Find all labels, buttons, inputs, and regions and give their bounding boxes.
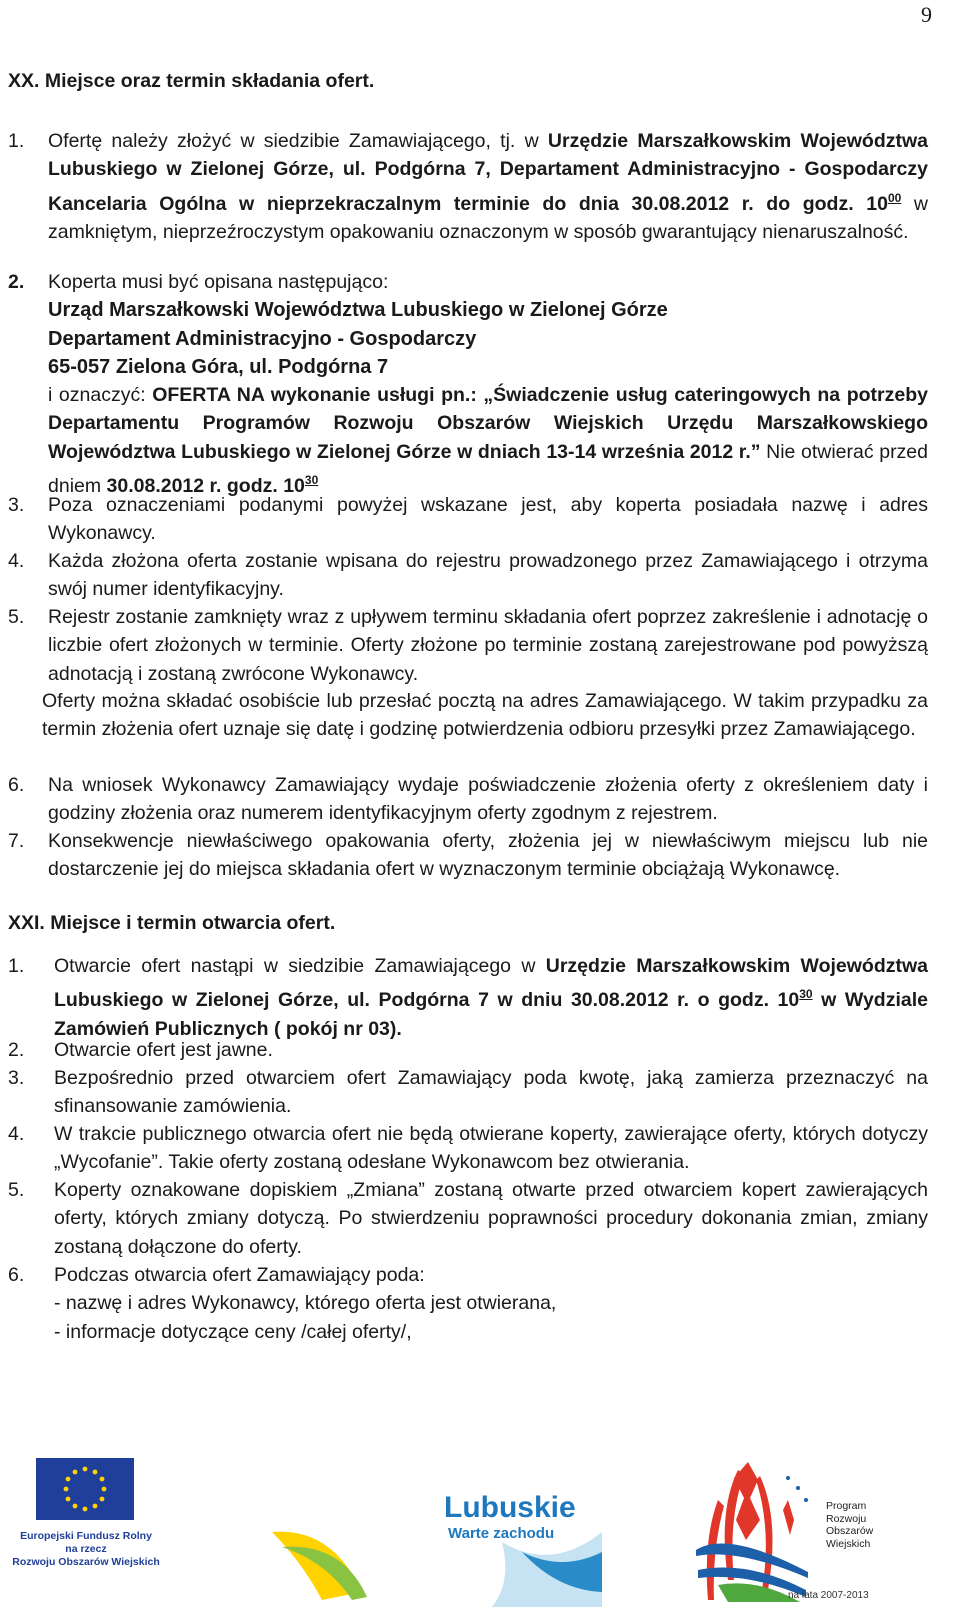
envelope-address-3: 65-057 Zielona Góra, ul. Podgórna 7 xyxy=(48,355,389,378)
item-text: Koperty oznakowane dopiskiem „Zmiana” zostaną otwarte przed otwarciem kopert zawierających oferty, których zmiany dotyczą. Po stwierdzeniu poprawności procedury dokonania zmian, zmiany zostaną dołączone do oferty. xyxy=(54,1179,928,1258)
page-number: 9 xyxy=(921,2,932,27)
item-number: 5. xyxy=(8,1179,25,1201)
item-text: Podczas otwarcia ofert Zamawiający poda: xyxy=(54,1264,425,1286)
section-xx-item-6 xyxy=(8,771,928,828)
footer-logos xyxy=(0,1450,960,1611)
envelope-mark-label: i oznaczyć: xyxy=(48,384,153,407)
item-number: 2. xyxy=(8,271,25,293)
prow-logo-text xyxy=(826,1500,873,1550)
section-xx-item-3 xyxy=(8,491,928,548)
section-xxi-item-5 xyxy=(8,1176,928,1261)
prow-logo xyxy=(688,1460,828,1605)
prow-line: Program xyxy=(826,1500,867,1512)
lubuskie-logo-text: Lubuskie xyxy=(444,1491,576,1524)
section-xxi-item-1 xyxy=(8,952,928,1043)
envelope-mark-date: 30.08.2012 r. godz. 10 xyxy=(106,475,305,498)
item-number: 2. xyxy=(8,1039,25,1061)
item-text: w zamkniętym, nieprzeźroczystym opakowaniu oznaczonym w sposób gwarantujący nienaruszalność. xyxy=(48,192,929,243)
section-xx-item-2 xyxy=(8,268,928,500)
superscript: 00 xyxy=(887,190,902,205)
item-number: 3. xyxy=(8,494,25,516)
section-xxi-item-4 xyxy=(8,1120,928,1177)
item-text: Na wniosek Wykonawcy Zamawiający wydaje poświadczenie złożenia oferty z określeniem daty i godziny złożenia oraz numerem identyfikacyjnym oferty zgodnym z rejestrem. xyxy=(48,774,928,825)
section-xx-item-7 xyxy=(8,827,928,884)
prow-years: na lata 2007-2013 xyxy=(788,1590,869,1601)
item-text: Ofertę należy złożyć w siedzibie Zamawiającego, tj. w xyxy=(48,130,548,152)
eu-fund-label xyxy=(6,1530,166,1569)
prow-line: Obszarów xyxy=(826,1525,874,1537)
prow-line: Wiejskich xyxy=(826,1537,871,1550)
eu-flag-logo xyxy=(36,1458,134,1520)
superscript: 30 xyxy=(799,987,813,1002)
section-xxi-item-6 xyxy=(8,1261,928,1346)
item-text: Bezpośrednio przed otwarciem ofert Zamawiający poda kwotę, jaką zamierza przeznaczyć na sfinansowanie zamówienia. xyxy=(54,1067,928,1118)
item-text-bold: w Wydziale Zamówień Publicznych ( pokój nr 03). xyxy=(54,989,928,1040)
envelope-mark-text: Nie otwierać przed dniem xyxy=(48,440,929,498)
eu-label-line: Rozwoju Obszarów Wiejskich xyxy=(12,1556,160,1568)
item-number: 6. xyxy=(8,774,25,796)
item-text-bold: Urzędzie Marszałkowskim Województwa Lubuskiego w Zielonej Górze, ul. Podgórna 7 w dniu 30.08.2012 r. o godz. 10 xyxy=(54,955,928,1012)
item-text: Każda złożona oferta zostanie wpisana do rejestru prowadzonego przez Zamawiającego i otrzyma swój numer identyfikacyjny. xyxy=(48,550,928,601)
prow-line: Rozwoju xyxy=(826,1512,867,1525)
item-text: W trakcie publicznego otwarcia ofert nie będą otwierane koperty, zawierające oferty, których dotyczy „Wycofanie”. Takie oferty zostaną odesłane Wykonawcom bez otwierania. xyxy=(54,1123,928,1174)
section-xx-item-1 xyxy=(8,127,928,246)
item-number: 5. xyxy=(8,606,25,628)
lubuskie-slogan: Warte zachodu xyxy=(448,1525,555,1542)
item-number: 1. xyxy=(8,130,25,152)
section-xx-item-4 xyxy=(8,547,928,604)
section-xx-item-5 xyxy=(8,603,928,688)
section-xxi-item-2 xyxy=(8,1036,928,1064)
item-text: Konsekwencje niewłaściwego opakowania oferty, złożenia jej w niewłaściwym miejscu lub nie dostarczenie jej do miejsca składania ofert w wyznaczonym terminie obciążają Wykonawcę. xyxy=(48,830,928,881)
item-text: Poza oznaczeniami podanymi powyżej wskazane jest, aby koperta posiadała nazwę i adres Wykonawcy. xyxy=(48,494,928,545)
eu-label-line: na rzecz xyxy=(65,1543,107,1555)
item-number: 4. xyxy=(8,550,25,572)
section-xx-title: XX. Miejsce oraz termin składania ofert. xyxy=(8,70,375,92)
item-number: 7. xyxy=(8,830,25,852)
item-number: 4. xyxy=(8,1123,25,1145)
eu-label-line: Europejski Fundusz Rolny xyxy=(20,1530,152,1542)
superscript: 30 xyxy=(304,473,319,488)
lubuskie-logo xyxy=(272,1472,602,1607)
section-xxi-item-3 xyxy=(8,1064,928,1121)
item-number: 6. xyxy=(8,1264,25,1286)
dash-item: - informacje dotyczące ceny /całej oferty/, xyxy=(54,1320,412,1343)
item-number: 1. xyxy=(8,955,25,977)
item-text: Rejestr zostanie zamknięty wraz z upływem terminu składania ofert poprzez zakreślenie i adnotację o liczbie ofert złożonych w terminie. Oferty złożone po terminie zostaną zarejestrowane pod powyższą adnotacją i zostaną zwrócone Wykonawcy. xyxy=(48,606,928,685)
envelope-mark-title: OFERTA NA wykonanie usługi pn.: „Świadczenie usług cateringowych na potrzeby Departamentu Programów Rozwoju Obszarów Wiejskich Urzędu Marszałkowskiego Województwa Lubuskiego w Zielonej Górze w dniach 13-14 września 2012 r.” xyxy=(48,384,928,463)
section-xx-note: Oferty można składać osobiście lub przesłać pocztą na adres Zamawiającego. W takim przypadku za termin złożenia ofert uznaje się datę i godzinę potwierdzenia odbioru przesyłki przez Zamawiającego. xyxy=(42,690,928,741)
item-text-bold: Urzędzie Marszałkowskim Województwa Lubuskiego w Zielonej Górze, ul. Podgórna 7, Departament Administracyjno - Gospodarczy Kancelaria Ogólna w nieprzekraczalnym terminie do dnia 30.08.2012 r. do godz. 10 xyxy=(48,130,928,215)
item-text: Otwarcie ofert nastąpi w siedzibie Zamawiającego w xyxy=(54,955,546,977)
dash-item: - nazwę i adres Wykonawcy, którego oferta jest otwierana, xyxy=(54,1292,557,1315)
item-text: Otwarcie ofert jest jawne. xyxy=(54,1039,273,1061)
envelope-address-2: Departament Administracyjno - Gospodarczy xyxy=(48,327,477,350)
envelope-intro: Koperta musi być opisana następująco: xyxy=(48,271,389,293)
item-number: 3. xyxy=(8,1067,25,1089)
section-xxi-title: XXI. Miejsce i termin otwarcia ofert. xyxy=(8,912,336,934)
envelope-address-1: Urząd Marszałkowski Województwa Lubuskiego w Zielonej Górze xyxy=(48,299,668,322)
